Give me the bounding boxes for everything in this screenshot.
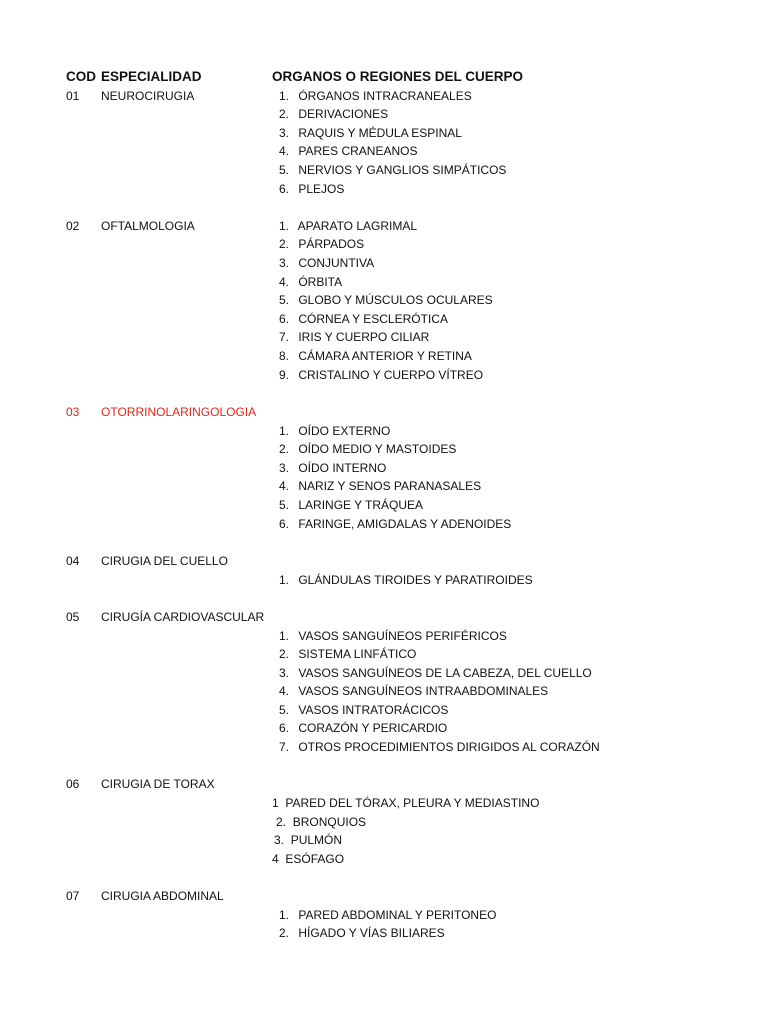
list-item <box>279 517 511 532</box>
item-text: PARES CRANEANOS <box>298 144 418 158</box>
list-item <box>279 330 429 345</box>
item-number: 4. <box>279 144 290 158</box>
list-item <box>279 89 472 104</box>
list-item <box>279 163 506 178</box>
item-number: 6. <box>279 312 290 326</box>
list-item <box>272 852 344 867</box>
list-item <box>279 312 448 327</box>
section-name: CIRUGIA ABDOMINAL <box>101 889 224 903</box>
item-text: ÓRBITA <box>298 275 343 289</box>
item-text: LARINGE Y TRÁQUEA <box>298 498 424 512</box>
item-number: 3. <box>274 833 285 847</box>
item-number: 4 <box>272 852 279 866</box>
list-item <box>279 126 462 141</box>
item-text: VASOS SANGUÍNEOS PERIFÉRICOS <box>298 629 507 643</box>
item-number: 1. <box>279 89 290 103</box>
list-item <box>279 740 600 755</box>
section-name: OTORRINOLARINGOLOGIA <box>101 405 257 419</box>
item-text: RAQUIS Y MÉDULA ESPINAL <box>298 126 462 140</box>
section-name: CIRUGÍA CARDIOVASCULAR <box>101 610 265 624</box>
section-code: 01 <box>66 89 80 103</box>
list-item <box>279 926 445 941</box>
item-number: 2. <box>279 647 290 661</box>
item-number: 2. <box>276 815 287 829</box>
item-text: PLEJOS <box>298 182 345 196</box>
item-text: OÍDO EXTERNO <box>298 424 391 438</box>
list-item <box>279 237 364 252</box>
list-item <box>279 293 493 308</box>
item-number: 6. <box>279 517 290 531</box>
list-item <box>276 815 366 830</box>
list-item <box>279 368 483 383</box>
item-text: FARINGE, AMIGDALAS Y ADENOIDES <box>298 517 512 531</box>
section-name: OFTALMOLOGIA <box>101 219 195 233</box>
section-code: 04 <box>66 554 80 568</box>
item-number: 1. <box>279 908 290 922</box>
item-number: 3. <box>279 461 290 475</box>
section-name: CIRUGIA DEL CUELLO <box>101 554 228 568</box>
list-item <box>279 461 386 476</box>
item-text: PÁRPADOS <box>298 237 365 251</box>
item-text: DERIVACIONES <box>298 107 389 121</box>
list-item <box>279 666 592 681</box>
list-item <box>279 498 423 513</box>
item-text: HÍGADO Y VÍAS BILIARES <box>298 926 445 940</box>
item-number: 7. <box>279 330 290 344</box>
item-number: 1. <box>279 629 290 643</box>
list-item <box>279 275 342 290</box>
item-number: 2. <box>279 926 290 940</box>
item-number: 6. <box>279 721 290 735</box>
list-item <box>279 424 390 439</box>
item-text: NARIZ Y SENOS PARANASALES <box>298 479 482 493</box>
list-item <box>279 107 388 122</box>
item-number: 1. <box>279 424 290 438</box>
list-item <box>279 629 507 644</box>
list-item <box>279 908 496 923</box>
section-code: 07 <box>66 889 80 903</box>
item-number: 1 <box>272 796 279 810</box>
item-number: 9. <box>279 368 290 382</box>
section-code: 02 <box>66 219 80 233</box>
item-number: 7. <box>279 740 290 754</box>
list-item <box>279 479 481 494</box>
list-item <box>279 573 533 588</box>
item-number: 5. <box>279 703 290 717</box>
item-number: 4. <box>279 684 290 698</box>
header-especialidad: ESPECIALIDAD <box>101 69 202 84</box>
list-item <box>279 256 374 271</box>
item-text: PARED DEL TÓRAX, PLEURA Y MEDIASTINO <box>285 796 540 810</box>
item-text: IRIS Y CUERPO CILIAR <box>298 330 430 344</box>
item-text: GLÁNDULAS TIROIDES Y PARATIROIDES <box>298 573 533 587</box>
list-item <box>279 144 417 159</box>
item-number: 6. <box>279 182 290 196</box>
item-text: PARED ABDOMINAL Y PERITONEO <box>298 908 497 922</box>
list-item <box>279 647 416 662</box>
item-text: PULMÓN <box>290 833 343 847</box>
item-number: 5. <box>279 293 290 307</box>
item-text: ESÓFAGO <box>285 852 345 866</box>
list-item <box>279 703 448 718</box>
list-item <box>279 442 456 457</box>
item-number: 3. <box>279 666 290 680</box>
item-text: OÍDO INTERNO <box>298 461 387 475</box>
item-text: CÓRNEA Y ESCLERÓTICA <box>298 312 448 326</box>
item-text: CÁMARA ANTERIOR Y RETINA <box>298 349 472 363</box>
item-number: 4. <box>279 275 290 289</box>
section-code: 05 <box>66 610 80 624</box>
item-text: VASOS SANGUÍNEOS INTRAABDOMINALES <box>298 684 549 698</box>
list-item <box>272 796 539 811</box>
section-code: 03 <box>66 405 80 419</box>
header-cod: COD <box>66 69 96 84</box>
item-text: GLOBO Y MÚSCULOS OCULARES <box>298 293 493 307</box>
section-name: CIRUGIA DE TORAX <box>101 777 215 791</box>
list-item <box>274 833 342 848</box>
item-text: BRONQUIOS <box>292 815 367 829</box>
item-text: ÓRGANOS INTRACRANEALES <box>298 89 472 103</box>
item-text: CORAZÓN Y PERICARDIO <box>298 721 448 735</box>
header-organos: ORGANOS O REGIONES DEL CUERPO <box>272 69 524 84</box>
item-number: 1. <box>279 573 290 587</box>
item-number: 3. <box>279 256 290 270</box>
item-text: CRISTALINO Y CUERPO VÍTREO <box>298 368 484 382</box>
item-text: CONJUNTIVA <box>298 256 375 270</box>
item-text: OTROS PROCEDIMIENTOS DIRIGIDOS AL CORAZÓN <box>298 740 600 754</box>
list-item <box>279 349 472 364</box>
item-text: NERVIOS Y GANGLIOS SIMPÁTICOS <box>298 163 507 177</box>
list-item <box>279 219 417 234</box>
list-item <box>279 684 548 699</box>
item-number: 2. <box>279 237 290 251</box>
item-number: 4. <box>279 479 290 493</box>
item-text: SISTEMA LINFÁTICO <box>298 647 417 661</box>
item-number: 5. <box>279 498 290 512</box>
item-text: VASOS INTRATORÁCICOS <box>298 703 449 717</box>
item-number: 2. <box>279 442 290 456</box>
item-number: 5. <box>279 163 290 177</box>
list-item <box>279 721 447 736</box>
item-text: OÍDO MEDIO Y MASTOIDES <box>298 442 457 456</box>
item-number: 1. <box>279 219 290 233</box>
section-name: NEUROCIRUGIA <box>101 89 195 103</box>
section-code: 06 <box>66 777 80 791</box>
item-text: VASOS SANGUÍNEOS DE LA CABEZA, DEL CUELLO <box>298 666 592 680</box>
item-number: 8. <box>279 349 290 363</box>
item-number: 3. <box>279 126 290 140</box>
list-item <box>279 182 344 197</box>
item-number: 2. <box>279 107 290 121</box>
item-text: APARATO LAGRIMAL <box>297 219 418 233</box>
